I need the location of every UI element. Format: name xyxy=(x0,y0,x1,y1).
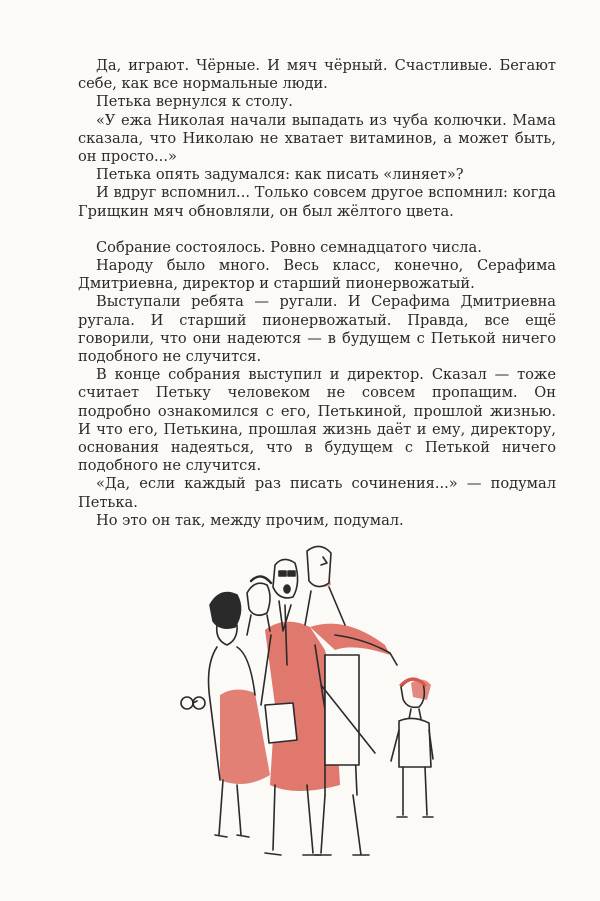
page-text xyxy=(78,57,556,530)
paragraph: «Да, если каждый раз писать сочинения...» — подумал Петька. xyxy=(78,475,556,511)
paragraph: И вдруг вспомнил... Только совсем другое вспомнил: когда Грищкин мяч обновляли, он был жёлтого цвета. xyxy=(78,184,556,220)
paragraph: Петька вернулся к столу. xyxy=(96,93,293,111)
paragraph: Народу было много. Весь класс, конечно, Серафима Дмитриевна, директор и старший пионервожатый. xyxy=(78,257,556,293)
paragraph: Выступали ребята — ругали. И Серафима Дмитриевна ругала. И старший пионервожатый. Правда, все ещё говорили, что они надеются — в будущем с Петькой ничего подобного не случится. xyxy=(78,293,556,366)
paragraph: «У ежа Николая начали выпадать из чуба колючки. Мама сказала, что Николаю не хватает витаминов, а может быть, он просто...» xyxy=(78,111,556,166)
paragraph: Собрание состоялось. Ровно семнадцатого числа. xyxy=(96,238,482,256)
figure-woman-second xyxy=(247,576,271,635)
paragraph: В конце собрания выступил и директор. Сказал — тоже считает Петьку человеком не совсем пропащим. Он подробно ознакомился с его, Петькиной, прошлой жизнью. И что его, Петькина, прошлая жизнь даёт и ему, директору, основания надеяться, что в будущем с Петькой ничего подобного не случится. xyxy=(78,366,556,475)
illustration-meeting xyxy=(175,535,435,875)
paragraph: Но это он так, между прочим, подумал. xyxy=(96,511,404,529)
paragraph: Да, играют. Чёрные. И мяч чёрный. Счастливые. Бегают себе, как все нормальные люди. xyxy=(78,57,556,93)
paragraph: Петька опять задумался: как писать «линяет»? xyxy=(96,166,464,184)
section-break xyxy=(78,221,556,239)
